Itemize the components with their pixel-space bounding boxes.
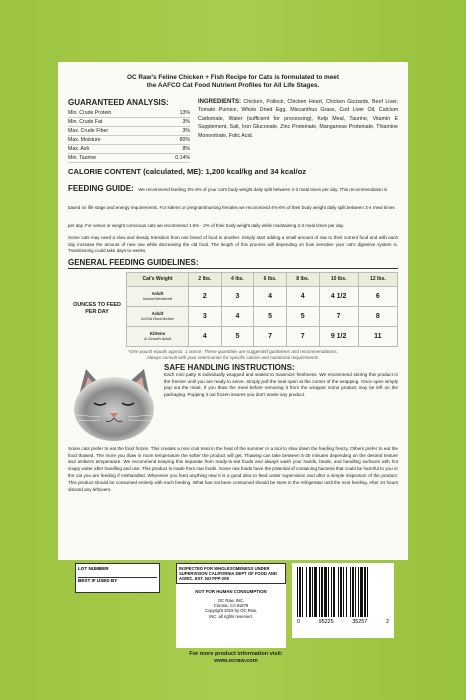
feeding-guide-text: We recommend feeding 3%-3% of your cat's body weight daily split between 2-3 meal times per day. This recommendation is based on life stage and energy requirements. For kittens or pregnant/nursing females we recommend 4%-6% of their body weight daily split between 3-4 meal times per day. For senior or weight conscious cats we recommend 1.5% - 2% of their body weight daily while maintaining 2-3 meal times per day.: [68, 187, 395, 228]
analysis-row: Min. Taurine 0.14%: [68, 155, 190, 161]
barcode-digits: 0 95225 35257 2: [297, 619, 389, 625]
barcode-bars: [297, 567, 389, 617]
lot-box: [75, 563, 160, 593]
inspection-box: [176, 563, 286, 648]
best-by-label: BEST IF USED BY: [78, 578, 118, 583]
calorie-content: CALORIE CONTENT (calculated, ME): 1,200 kcal/kg and 34 kcal/oz: [68, 167, 307, 176]
feeding-guide: [68, 178, 398, 255]
company-address: OC Raw, INC. Corona, CA 91878 Copyright 2019 by OC Raw, INC. all rights reserved.: [205, 598, 257, 619]
not-for-human-consumption: NOT FOR HUMAN CONSUMPTION: [195, 589, 267, 594]
ingredients-text: Chicken, Pollock, Chicken Heart, Chicken Gizzards, Beef Liver, Tomato Pumice, Whole Dried Egg, Miscanthus Grass, Cod Liver Oil, Calcium Carbonate, Water (sufficient for processing), Kelp Meal, Taurine, Vitamin E Supplement, Salt, Iron Gluconate, Zinc Proteinate, Manganese Proteinate, Thiamine Mononitrate, Folic Acid.: [198, 99, 398, 139]
analysis-ingredients-row: [68, 98, 398, 163]
table-row: Adult In/Out Door/Active 3 4 5 5 7 8: [127, 306, 398, 326]
general-feeding-title: GENERAL FEEDING GUIDELINES:: [68, 258, 398, 269]
feeding-table: [126, 272, 398, 347]
lot-number-label: LOT NUMBER: [78, 566, 157, 578]
safe-handling: [164, 363, 398, 443]
analysis-row: Max. Moisture 80%: [68, 137, 190, 143]
aafco-statement: OC Raw's Feline Chicken + Fish Recipe for Cats is formulated to meet the AAFCO Cat Food Nutrient Profiles for All Life Stages.: [127, 74, 339, 89]
more-info: For more product information visit: www.ocraw.com: [176, 651, 296, 665]
guaranteed-analysis: [68, 98, 190, 163]
analysis-row: Max. Crude Fiber 3%: [68, 128, 190, 134]
safe-handling-row: [68, 363, 398, 443]
feeding-note: *One pouch equals approx. 1 ounce. These quantities are suggested guidelines and recommendations. Always consult with your veterinarian for specific calorie and nutritional requirements.: [128, 348, 338, 360]
barcode: [292, 563, 394, 638]
cat-face-icon: [68, 363, 160, 443]
ingredients-label: INGREDIENTS:: [198, 99, 242, 105]
analysis-row: Min. Crude Fat 3%: [68, 119, 190, 125]
analysis-row: Max. Ash 8%: [68, 146, 190, 152]
table-row: Adult Indoor/Neutered 2 3 4 4 4 1/2 6: [127, 286, 398, 306]
table-header: Cat's Weight 2 lbs. 4 lbs. 6 lbs. 8 lbs. 10 lbs. 12 lbs.: [127, 272, 398, 286]
barcode-bar: [368, 567, 369, 617]
transition-text: Some cats may need a slow and steady transition from one brand of food to another. Simply start adding a small amount of raw to their current food and with each day increase the amount of new raw while decreasing the old food. The length of this process will depending on how sensitive your cat's digestive system is. Transitioning could take days to weeks.: [68, 235, 398, 254]
safe-handling-title: SAFE HANDLING INSTRUCTIONS:: [164, 362, 295, 372]
ounces-label: OUNCES TO FEED PER DAY: [73, 302, 121, 316]
analysis-row: Min. Crude Protein 13%: [68, 110, 190, 116]
table-row: Kittens & Growth Adult 4 5 7 7 9 1/2 11: [127, 326, 398, 346]
feeding-table-wrap: [68, 272, 398, 347]
website-link[interactable]: www.ocraw.com: [214, 658, 258, 664]
label-panel: [58, 62, 408, 560]
safe-handling-p2: Some cats prefer to eat the food frozen. This creates a nice cool treat in the heat of the summer or a tool to slow down the feeding frenzy. Others prefer to eat the food thawed. The more you thaw in room temperature the softer the product will get. Thawing can take between 5-30 minutes depending on the desired texture and ambient temperature. We recommend keeping this separate from ready-to-eat foods and always wash your hands, bowls, and handling surfaces with hot soapy water after handling and use. This product is made from raw foods. Some raw foods have the potential of containing bacteria that could be harmful to you or the cat you are feeding if mishandled. Whenever you feed anything new it is a good idea to feed under supervision and after a simple inspection of the product. This product should be consumed entirely with each feeding. What has not been consumed should be store in the refrigerator until the next feeding. After 24 hours discard any leftovers.: [68, 445, 398, 492]
ingredients: [198, 98, 398, 163]
cat-face-illustration: [68, 363, 160, 443]
feeding-guide-title: FEEDING GUIDE:: [68, 184, 134, 193]
safe-handling-p1: Each mini patty is individually wrapped and sealed to maximize freshness. We recommend storing this product in the freezer until you are ready to serve. Simply pull the seal open at the corner of the wrapping. Once open simply pop out the meal. If you thaw the meal before removing it from the wrapper some product may be left on the packaging. Popping it out frozen insures you don't waste any product.: [164, 371, 398, 398]
guaranteed-analysis-title: GUARANTEED ANALYSIS:: [68, 98, 169, 107]
inspection-statement: INSPECTED FOR WHOLESOMENESS UNDER SUPERVISION CALIFORNIA DEPT OF FOOD AND AGRIC. EST. NO PFP-209: [176, 563, 286, 584]
